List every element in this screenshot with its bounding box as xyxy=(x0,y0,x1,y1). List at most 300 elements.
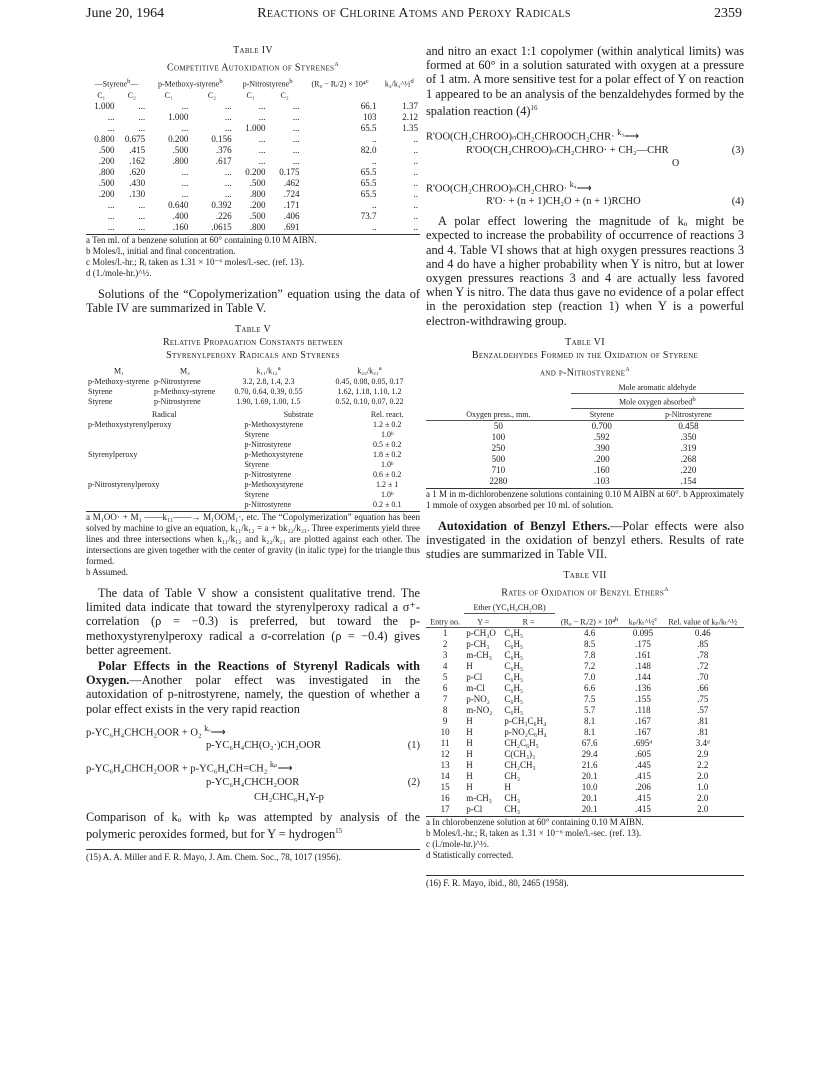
table-cell: 7.8 xyxy=(584,650,596,661)
table7-label: Table VII xyxy=(563,570,607,582)
table-cell: .155 xyxy=(635,694,651,705)
table-cell: p-Nitrostyrene xyxy=(244,470,292,480)
section-text: —Another polar effect was investigated in the autoxidation of p-nitrostyrene, namely, the question of whether a polar effect exists in the very rapid reaction xyxy=(86,673,420,716)
table-cell: 20.1 xyxy=(581,771,598,782)
table-cell: ... xyxy=(292,122,300,133)
table-cell: C₆H₅ xyxy=(504,705,524,716)
table-cell: .415 xyxy=(129,144,146,155)
table-cell: 2.0 xyxy=(697,771,709,782)
table-cell: C₆H₅ xyxy=(504,694,524,705)
table-row xyxy=(86,156,420,167)
table-cell: .103 xyxy=(593,475,610,486)
table7-footnote: d Statistically corrected. xyxy=(426,850,514,861)
table-cell: .. xyxy=(372,221,377,232)
table-cell: 1.000 xyxy=(94,100,115,111)
table-row xyxy=(86,460,420,470)
right-para1: and nitro an exact 1:1 copolymer (within analytical limits) was formed at 60° in a solution saturated with oxygen at a pressure of 1 atm. A more sensitive test for a polar effect of Y on reaction 1 appeared to be an analysis of the benzaldehydes formed by the spalation reaction $(4)^{16}$ xyxy=(426,44,744,118)
table-cell: C(CH₃)₃ xyxy=(504,749,536,760)
table-row xyxy=(426,694,744,705)
table-cell: .160 xyxy=(172,221,189,232)
table-cell: .72 xyxy=(697,661,709,672)
table-cell: .. xyxy=(413,133,418,144)
table-row xyxy=(86,470,420,480)
table-cell: 65.5 xyxy=(360,122,377,133)
table-cell: .268 xyxy=(680,453,697,464)
table7-title: Rates of Oxidation of Benzyl Ethers$^a$ xyxy=(501,584,669,599)
table-cell: .. xyxy=(413,210,418,221)
table-cell: .161 xyxy=(635,650,651,661)
table-cell: H xyxy=(466,661,473,672)
t4-subheader: C₂ xyxy=(207,90,216,100)
table-cell: 0.45, 0.08, 0.05, 0.17 xyxy=(335,377,404,387)
table-row xyxy=(86,500,420,510)
para-data: The data of Table V show a consistent qualitative trend. The limited data indicate that toward the styrenylperoxy radical a σ⁺-correlation (ρ = −0.3) is preferred, but toward the p-methoxystyrenylperoxy radical a σ-correlation (ρ = −0.4) gives better agreement. Polar Effects in the Reactions of Styrenyl Radicals with Oxygen.—Another polar effect was investigated in the autoxidation of p-nitrostyrene, namely, the question of whether a polar effect exists in the very rapid reaction xyxy=(86,586,420,716)
table-cell: H xyxy=(466,782,473,793)
table-cell: 2280 xyxy=(489,475,508,486)
table-cell: 0.800 xyxy=(94,133,115,144)
table-cell: p-Methoxystyrene xyxy=(244,480,304,490)
table-cell: .226 xyxy=(215,210,232,221)
table-row xyxy=(426,628,744,640)
table-cell xyxy=(86,460,242,470)
table-cell: CH₃ xyxy=(504,793,520,804)
table-cell: .130 xyxy=(129,188,146,199)
table-cell: .118 xyxy=(635,705,651,716)
table-row xyxy=(426,716,744,727)
table-cell: m-CH₃ xyxy=(466,793,492,804)
para-comparison: Comparison of kₒ with kₚ was attempted by analysis of the polymeric peroxides formed, but for Y = hydrogen$^{15}$ xyxy=(86,809,420,842)
table-cell: .724 xyxy=(283,188,300,199)
table-cell: 10 xyxy=(440,727,450,738)
table-row xyxy=(86,480,420,490)
t4-subheader: C₂ xyxy=(127,90,136,100)
table-cell: 1.0 xyxy=(697,782,709,793)
table5-label: Table V xyxy=(234,324,272,336)
table-cell: p-Nitrostyrene xyxy=(154,377,201,387)
table-cell: 12 xyxy=(440,749,450,760)
table6-footnotes: a 1 M in m-dichlorobenzene solutions containing 0.10 M AIBN at 60°. b Approximately 1 mmole of oxygen absorbed per 10 ml. of solution. xyxy=(426,488,744,510)
table7 xyxy=(426,602,744,816)
table-cell: .350 xyxy=(680,431,697,442)
ref-15: (15) A. A. Miller and F. R. Mayo, J. Am. Chem. Soc., 78, 1017 (1956). xyxy=(86,849,420,863)
table-cell: .500 xyxy=(249,177,266,188)
table-cell: 100 xyxy=(491,431,506,442)
t4-subheader: C₁ xyxy=(246,90,255,100)
table-cell: .605 xyxy=(635,749,651,760)
table-row xyxy=(426,749,744,760)
table-row xyxy=(426,432,744,443)
table-cell: C₆H₅ xyxy=(504,628,524,639)
table-cell: 65.5 xyxy=(360,177,377,188)
table-cell: Styrene xyxy=(88,397,113,407)
table-cell: .148 xyxy=(635,661,651,672)
table-cell: 0.52, 0.10, 0.07, 0.22 xyxy=(335,397,404,407)
table-cell: .. xyxy=(413,199,418,210)
table-cell: ... xyxy=(258,100,266,111)
table-cell: ... xyxy=(292,133,300,144)
section-heading: Polar Effects in the Reactions of Styrenyl Radicals with Oxygen. xyxy=(86,659,420,688)
table-cell: H xyxy=(466,771,473,782)
t4-head-methoxystyrene: p-Methoxy-styrene$^b$ xyxy=(158,78,223,89)
table-row xyxy=(86,123,420,134)
table-cell: ... xyxy=(292,144,300,155)
table-cell: .81 xyxy=(697,727,709,738)
table-row xyxy=(426,465,744,476)
t4-subheader-blank xyxy=(302,90,379,101)
table-cell: 14 xyxy=(440,771,450,782)
table-cell: ... xyxy=(107,210,115,221)
table-cell: p-NO₂ xyxy=(466,694,490,705)
table-cell: ... xyxy=(138,100,146,111)
table-cell: .78 xyxy=(697,650,709,661)
table-row xyxy=(86,440,420,450)
table-cell: m-NO₂ xyxy=(466,705,493,716)
table-cell: 0.156 xyxy=(211,133,232,144)
t4-subheader-blank xyxy=(379,90,420,101)
table-cell: .445 xyxy=(635,760,651,771)
table-cell: .390 xyxy=(593,442,610,453)
table-cell: .319 xyxy=(680,442,697,453)
t7-header: Entry no. xyxy=(430,617,460,627)
table-cell: 2.12 xyxy=(402,111,418,122)
table-cell: 3.4ᵈ xyxy=(695,738,710,749)
table-row xyxy=(86,200,420,211)
table-cell: .617 xyxy=(215,155,232,166)
header-page-number: 2359 xyxy=(714,6,742,21)
table-cell: .75 xyxy=(697,694,709,705)
table-cell: .220 xyxy=(680,464,697,475)
table-cell: .800 xyxy=(249,221,266,232)
table-cell: 65.5 xyxy=(360,188,377,199)
table-cell: 1.0ᵇ xyxy=(380,430,394,440)
t7-group-header: Ether (YC₆H₄CH₂OR) xyxy=(464,602,555,614)
t5-header: k₂₂/k₂₁$^a$ xyxy=(357,365,382,377)
table-cell: p-Nitrostyrene xyxy=(244,500,292,510)
table-cell: 1.000 xyxy=(245,122,266,133)
table-cell: 29.4 xyxy=(581,749,598,760)
table-cell: .462 xyxy=(283,177,300,188)
table-cell: ... xyxy=(107,199,115,210)
t5-subheader: Substrate xyxy=(283,410,314,420)
table-cell: .800 xyxy=(98,166,115,177)
table-cell: p-NO₂C₆H₄ xyxy=(504,727,547,738)
table-cell: p-Methoxystyrene xyxy=(244,420,304,430)
table-cell: 5 xyxy=(442,672,448,683)
table-row xyxy=(426,650,744,661)
table-cell: ... xyxy=(107,122,115,133)
t5-header: M₁ xyxy=(114,367,124,377)
table-row xyxy=(426,476,744,487)
table-row xyxy=(86,490,420,500)
table-cell: 1.000 xyxy=(168,111,189,122)
table-cell: .144 xyxy=(635,672,651,683)
table5-footnote-b: b Assumed. xyxy=(86,567,129,578)
table5 xyxy=(86,364,420,407)
table4-footnote: c Moles/l.-hr.; Rᵢ taken as 1.31 × 10⁻⁶ moles/l.-sec. (ref. 13). xyxy=(86,256,305,267)
table-cell: ... xyxy=(292,100,300,111)
t4-head-nitrostyrene: p-Nitrostyrene$^b$ xyxy=(242,78,293,89)
table-cell: 7.5 xyxy=(584,694,596,705)
table-cell: ... xyxy=(181,100,189,111)
table-cell: ... xyxy=(107,221,115,232)
table-cell: ... xyxy=(181,166,189,177)
table-cell: ... xyxy=(258,155,266,166)
table-cell: .57 xyxy=(697,705,709,716)
table-cell: 7.0 xyxy=(584,672,596,683)
table-cell: .160 xyxy=(593,464,610,475)
table-cell: ... xyxy=(292,111,300,122)
table-cell: ... xyxy=(181,177,189,188)
table-row xyxy=(426,760,744,771)
table-cell: 15 xyxy=(440,782,450,793)
table-cell: .592 xyxy=(593,431,610,442)
table-cell: p-Methoxy-styrene xyxy=(154,387,216,397)
table-cell: 0.392 xyxy=(211,199,232,210)
table-cell: .175 xyxy=(635,639,651,650)
benzyl-para xyxy=(426,519,744,562)
table-cell: ... xyxy=(224,177,232,188)
table-cell: 65.5 xyxy=(360,166,377,177)
table-cell: 4.6 xyxy=(584,628,596,639)
table-cell: Styrene xyxy=(88,387,113,397)
table-cell: 500 xyxy=(491,453,506,464)
table-cell: .415 xyxy=(635,793,651,804)
table-cell: .. xyxy=(413,155,418,166)
table-cell: p-Nitrostyrene xyxy=(154,397,201,407)
table4-footnote: d (1./mole-hr.)^½. xyxy=(86,267,152,278)
table-cell: C₆H₅ xyxy=(504,650,524,661)
table-cell: 1.2 ± 1 xyxy=(376,480,399,490)
table6-title-line2: and p-Nitrostyrene$^a$ xyxy=(540,363,630,379)
table-cell: 2.9 xyxy=(697,749,709,760)
table-cell: 8.5 xyxy=(584,639,596,650)
table-cell: ... xyxy=(138,111,146,122)
table-cell: 0.175 xyxy=(279,166,300,177)
table4-footnotes xyxy=(86,234,420,279)
table-cell: ... xyxy=(292,155,300,166)
table-cell: 2.0 xyxy=(697,804,709,815)
equation-1: p-YC₆H₄CHCH₂OOR + O₂ $^{k_o}$⟶ p-YC₆H₄CH(O₂·)CH₂OOR (1) xyxy=(86,723,420,752)
table-cell xyxy=(86,430,242,440)
left-column xyxy=(86,44,420,863)
table-cell: ... xyxy=(138,210,146,221)
table-row xyxy=(86,101,420,112)
table-cell: .800 xyxy=(249,188,266,199)
table-cell: ... xyxy=(138,221,146,232)
table-cell: .. xyxy=(372,155,377,166)
right-para2: A polar effect lowering the magnitude of kₒ might be expected to increase the probability of occurrence of reactions 3 and 4. Table VI shows that at high oxygen pressures reactions 3 and 4 do have a higher probability when Y is nitro, but at lower oxygen pressures reactions 3 and 4 are actually less favored when Y is nitro. The data thus gave no evidence of a polar effect in the peroxidation step (reaction 1) when Y is a powerful electron-withdrawing group. xyxy=(426,214,744,328)
table-cell: 2.2 xyxy=(697,760,709,771)
table7-footnote: a In chlorobenzene solution at 60° containing 0.10 M AIBN. xyxy=(426,817,644,828)
table-cell: 0.2 ± 0.1 xyxy=(373,500,402,510)
table-cell: 0.5 ± 0.2 xyxy=(373,440,402,450)
table-cell: ... xyxy=(138,199,146,210)
table4 xyxy=(86,76,420,233)
table-cell: 16 xyxy=(440,793,450,804)
table-cell: .136 xyxy=(635,683,651,694)
t6-head-mid: Mole oxygen absorbed$^b$ xyxy=(571,394,744,409)
table-cell: .66 xyxy=(697,683,709,694)
equation-2: p-YC₆H₄CHCH₂OOR + p-YC₆H₄CH=CH₂ $^{k_p}$⟶ p-YC₆H₄CHCH₂OOR (2) CH₂CHC₆H₄Y-p xyxy=(86,760,420,803)
table-cell: 1.2 ± 0.2 xyxy=(373,420,402,430)
table-cell: .620 xyxy=(129,166,146,177)
table-cell xyxy=(86,500,242,510)
table-cell: 6 xyxy=(442,683,448,694)
table-cell xyxy=(86,490,242,500)
table-cell: 20.1 xyxy=(581,804,598,815)
table-row xyxy=(426,738,744,749)
table-cell: 0.700 xyxy=(591,420,612,431)
table-cell: ... xyxy=(138,122,146,133)
table-cell: 20.1 xyxy=(581,793,598,804)
table-cell: H xyxy=(466,716,473,727)
table-row xyxy=(86,145,420,156)
table-cell: Styrene xyxy=(244,460,269,470)
table-row xyxy=(426,705,744,716)
table-cell: ... xyxy=(224,100,232,111)
table-row xyxy=(426,727,744,738)
table-cell: 11 xyxy=(440,738,450,749)
table7-footnote: c (l./mole-hr.)^½. xyxy=(426,839,489,850)
table-cell: 0.70, 0.64, 0.39, 0.55 xyxy=(234,387,303,397)
t7-header: Y = xyxy=(477,617,490,627)
table-cell: .0615 xyxy=(211,221,232,232)
table-row xyxy=(86,397,420,407)
table-cell: CH₂C₆H₅ xyxy=(504,738,539,749)
table-cell: .376 xyxy=(215,144,232,155)
table-cell: 50 xyxy=(493,420,503,431)
t4-subheader: C₁ xyxy=(164,90,173,100)
table-cell: 0.675 xyxy=(124,133,146,144)
table-cell: 2 xyxy=(442,639,448,650)
table-cell: .167 xyxy=(635,727,651,738)
table-cell: 17 xyxy=(440,804,450,815)
table-cell: C₆H₅ xyxy=(504,639,524,650)
table-row xyxy=(426,804,744,815)
table-row xyxy=(426,782,744,793)
table-row xyxy=(426,661,744,672)
table-cell: H xyxy=(466,749,473,760)
table-cell: 0.6 ± 0.2 xyxy=(373,470,402,480)
table-cell: 5.7 xyxy=(584,705,596,716)
table6-title-line1: Benzaldehydes Formed in the Oxidation of Styrene xyxy=(471,349,699,361)
t6-head-top: Mole aromatic aldehyde xyxy=(571,382,744,394)
table-cell: CH₃ xyxy=(504,804,520,815)
table-cell: .167 xyxy=(635,716,651,727)
table-cell: 0.46 xyxy=(694,628,711,639)
table-cell: H xyxy=(466,760,473,771)
table-cell: 13 xyxy=(440,760,450,771)
table-cell: 4 xyxy=(442,661,448,672)
table-cell: CH₃ xyxy=(504,771,520,782)
table-cell: C₆H₅ xyxy=(504,683,524,694)
table-cell: ... xyxy=(258,111,266,122)
table-cell: 7.2 xyxy=(584,661,596,672)
table-cell: .206 xyxy=(635,782,651,793)
table-cell: .. xyxy=(413,177,418,188)
table-cell: 73.7 xyxy=(360,210,377,221)
table-cell: ... xyxy=(107,111,115,122)
table-cell: .. xyxy=(413,144,418,155)
table-cell: C₆H₅ xyxy=(504,661,524,672)
table5-title-line2: Styrenylperoxy Radicals and Styrenes xyxy=(166,350,340,362)
table-cell: 7 xyxy=(442,694,448,705)
table-cell: 710 xyxy=(491,464,506,475)
ref-16: (16) F. R. Mayo, ibid., 80, 2465 (1958). xyxy=(426,875,744,889)
table-cell: .85 xyxy=(697,639,709,650)
table-row xyxy=(426,683,744,694)
table4-footnote: b Moles/l., initial and final concentration. xyxy=(86,245,236,256)
table-cell: .406 xyxy=(283,210,300,221)
table-cell: p-Methoxystyrenylperoxy xyxy=(88,420,172,430)
t4-head-styrene: —Styrene$^b$— xyxy=(94,78,139,89)
table-cell: 21.6 xyxy=(581,760,598,771)
table-cell: 8 xyxy=(442,705,448,716)
table-cell: ... xyxy=(224,122,232,133)
table-cell: ... xyxy=(181,188,189,199)
table-row xyxy=(86,134,420,145)
table-cell: .81 xyxy=(697,716,709,727)
table-cell: 6.6 xyxy=(584,683,596,694)
table-cell: .. xyxy=(372,133,377,144)
table-cell: ... xyxy=(181,122,189,133)
table-cell: 1.62, 1.18, 1.10, 1.2 xyxy=(337,387,402,397)
table-row xyxy=(426,793,744,804)
t4-subheader: C₁ xyxy=(97,90,106,100)
table4-title: Competitive Autoxidation of Styrenes$^a$ xyxy=(167,59,339,74)
table-cell: 1.90, 1.69, 1.00, 1.5 xyxy=(236,397,301,407)
table-cell: 3.2, 2.8, 1.4, 2.3 xyxy=(242,377,295,387)
table-row xyxy=(86,211,420,222)
table-cell: .162 xyxy=(129,155,146,166)
table-row xyxy=(426,672,744,683)
table-cell: H xyxy=(466,727,473,738)
table-cell: p-Nitrostyrenylperoxy xyxy=(88,480,160,490)
table-cell: p-Methoxystyrene xyxy=(244,450,304,460)
table-cell: Styrene xyxy=(244,490,269,500)
table-cell: .430 xyxy=(129,177,146,188)
table-cell: .200 xyxy=(98,155,115,166)
table-cell: .500 xyxy=(172,144,189,155)
table-cell: p-Cl xyxy=(466,804,483,815)
table-cell: ... xyxy=(224,166,232,177)
table-cell: H xyxy=(466,738,473,749)
table-row xyxy=(426,443,744,454)
table-cell: .695ᵈ xyxy=(633,738,653,749)
table6 xyxy=(426,382,744,487)
table-cell: 1.8 ± 0.2 xyxy=(373,450,402,460)
equation-3: R'OO(CH₂CHROO)ₙCH₂CHROOCH₂CHR· $^{k_3}$⟶ R'OO(CH₂CHROO)ₙCH₂CHRO· + CH₂—CHR (3) O xyxy=(426,128,744,169)
table5-footnote-a: a M₁OO· + M₁ ——k₁₁——→ M₁OOM₁·, etc. The “Copolymerization” equation has been solved by machine to give an equation, k₁₁/k₁₂ = a + bk₂₂/k₂₁. Three experiments yield three lines and three intersections when k₁₁/k₁₂ and k₂₂/k₂₁ are plotted against each other. The intersections are given together with the center of gravity (in italic type) for the triangle thus formed. xyxy=(86,512,420,567)
para-copolymer: Solutions of the “Copolymerization” equation using the data of Table IV are summarized in Table V. xyxy=(86,286,420,316)
table-cell: .200 xyxy=(249,199,266,210)
t5-header: M₂ xyxy=(180,367,190,377)
table-row xyxy=(86,387,420,397)
table-cell: .200 xyxy=(98,188,115,199)
table-row xyxy=(86,430,420,440)
table4-footnote: a Ten ml. of a benzene solution at 60° containing 0.10 M AIBN. xyxy=(86,234,317,245)
table-cell: .400 xyxy=(172,210,189,221)
table-cell: p-CH₃ xyxy=(466,639,490,650)
table-cell: p-Nitrostyrene xyxy=(244,440,292,450)
t7-header: R = xyxy=(522,617,535,627)
table-cell: Styrenylperoxy xyxy=(88,450,138,460)
table-row xyxy=(426,639,744,650)
benzyl-text: —Polar effects were also investigated in the oxidation of benzyl ethers. Results of rate studies are summarized in Table VII. xyxy=(426,518,744,562)
table-cell: .. xyxy=(372,199,377,210)
table-cell: .800 xyxy=(172,155,189,166)
running-header xyxy=(86,6,742,26)
